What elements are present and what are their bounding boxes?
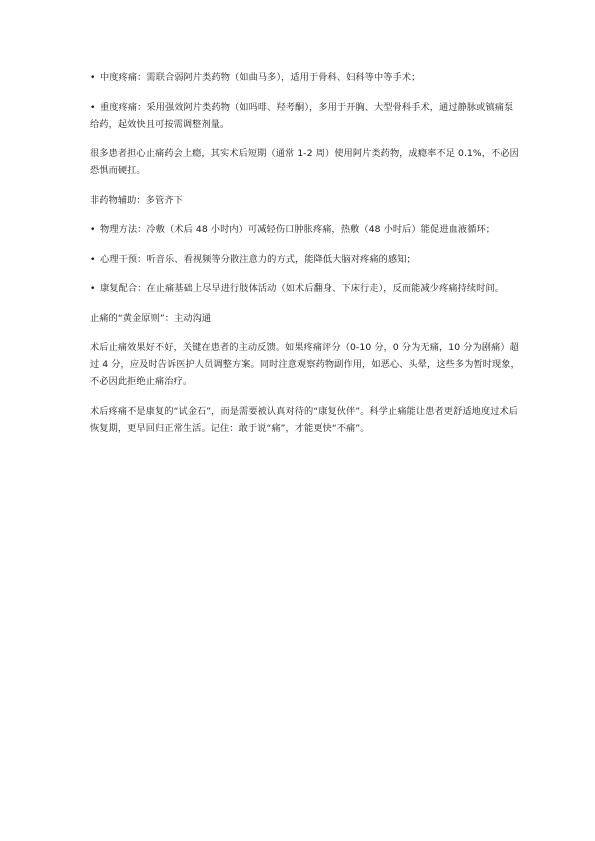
bullet-physical-methods [90, 221, 520, 238]
bullet-text: 物理方法：冷敷（术后 48 小时内）可减轻伤口肿胀疼痛，热敷（48 小时后）能促进血液循环； [100, 224, 496, 235]
heading-non-drug-aids: 非药物辅助：多管齐下 [90, 194, 183, 206]
heading-golden-rule: 止痛的“黄金原则”：主动沟通 [90, 312, 212, 324]
bullet-moderate-pain [90, 69, 520, 86]
paragraph-conclusion: 术后疼痛不是康复的“试金石”，而是需要被认真对待的“康复伙伴”。科学止痛能让患者更舒适地度过术后恢复期，更早回归正常生活。记住：敢于说“痛”，才能更快“不痛”。 [90, 405, 519, 434]
bullet-rehab-cooperation [90, 280, 520, 297]
bullet-text: 康复配合：在止痛基础上尽早进行肢体活动（如术后翻身、下床行走），反而能减少疼痛持续时间。 [100, 283, 505, 294]
bullet-marker: • [90, 224, 96, 235]
bullet-text: 中度疼痛：需联合弱阿片类药物（如曲马多），适用于骨科、妇科等中等手术； [100, 72, 421, 83]
bullet-marker: • [90, 72, 96, 83]
bullet-text: 重度疼痛：采用强效阿片类药物（如吗啡、羟考酮），多用于开胸、大型骨科手术，通过静脉或镇痛泵给药，起效快且可按需调整剂量。 [90, 101, 514, 130]
bullet-psychological-intervention [90, 251, 520, 268]
bullet-severe-pain [90, 99, 520, 133]
document-body [90, 69, 520, 449]
bullet-text: 心理干预：听音乐、看视频等分散注意力的方式，能降低大脑对疼痛的感知； [100, 253, 416, 265]
paragraph-active-feedback: 术后止痛效果好不好，关键在患者的主动反馈。如果疼痛评分（0-10 分，0 分为无痛，10 分为剧痛）超过 4 分，应及时告诉医护人员调整方案。同时注意观察药物副作用，如恶心、头晕，这些多为暂时现象，不必因此拒绝止痛治疗。 [90, 342, 520, 387]
paragraph-addiction-concern: 很多患者担心止痛药会上瘾，其实术后短期（通常 1-2 周）使用阿片类药物，成瘾率不足 0.1%，不必因恐惧而硬扛。 [90, 148, 519, 176]
bullet-marker: • [90, 101, 96, 113]
bullet-marker: • [90, 253, 96, 265]
bullet-marker: • [90, 283, 96, 294]
